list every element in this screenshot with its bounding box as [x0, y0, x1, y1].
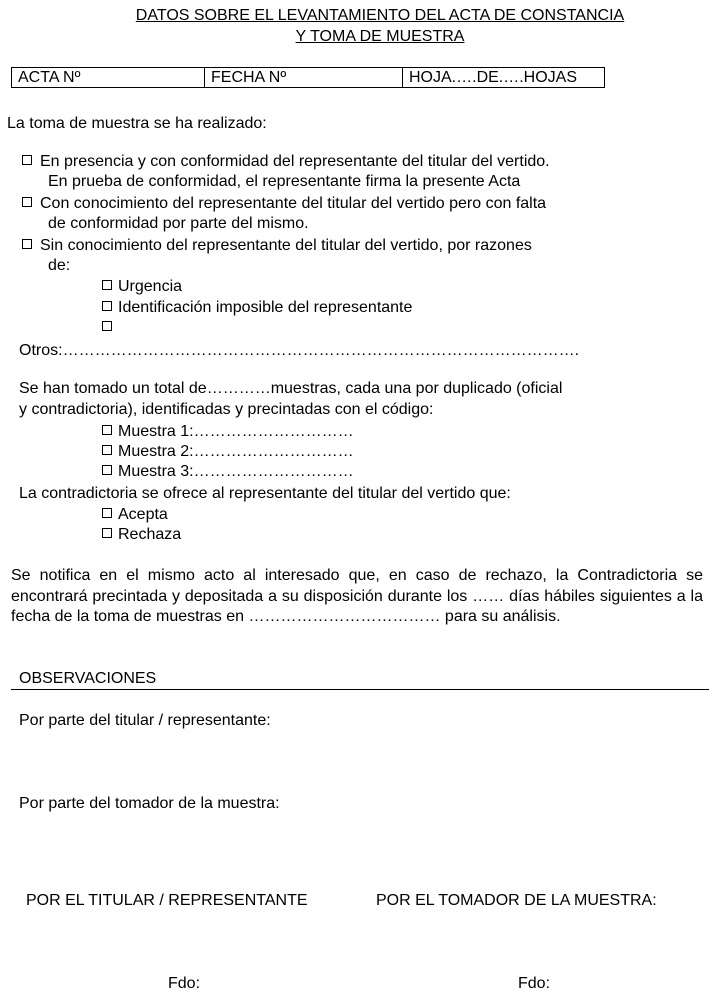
reason-other-checkbox[interactable] [102, 321, 112, 331]
intro-text: La toma de muestra se ha realizado: [7, 115, 267, 132]
reason-urgencia-checkbox[interactable] [102, 280, 112, 290]
observaciones-heading: OBSERVACIONES [19, 670, 157, 687]
signature-tomador-label: POR EL TOMADOR DE LA MUESTRA: [376, 892, 657, 909]
rechaza-label: Rechaza [118, 526, 182, 543]
option-knowledge-label: Con conocimiento del representante del titular del vertido pero con falta [40, 195, 547, 212]
sample-2 [102, 442, 354, 462]
sample-2-checkbox[interactable] [102, 445, 112, 455]
notice-paragraph: Se notifica en el mismo acto al interesado que, en caso de rechazo, la Contradictoria se encontrará precintada y depositada a su disposición durante los …… días hábiles siguientes a la fecha de la toma de muestras en ……………………………… para su análisis. [11, 567, 703, 625]
sample-1-checkbox[interactable] [102, 425, 112, 435]
samples-text-line1: Se han tomado un total de…………muestras, cada una por duplicado (oficial [19, 380, 563, 397]
option-without-knowledge [22, 236, 532, 256]
reason-identificacion-label: Identificación imposible del representante [118, 299, 413, 316]
reason-urgencia [102, 277, 182, 297]
signature-tomador-fdo[interactable]: Fdo: [518, 975, 551, 992]
acepta-checkbox[interactable] [102, 508, 112, 518]
header-table [11, 67, 605, 88]
signature-titular-label: POR EL TITULAR / REPRESENTANTE [26, 892, 308, 909]
signature-titular-fdo[interactable]: Fdo: [168, 975, 201, 992]
hoja-cell: HOJA.….DE.….HOJAS [409, 69, 578, 86]
option-without-knowledge-label: Sin conocimiento del representante del titular del vertido, por razones [40, 237, 532, 254]
reason-identificacion [102, 298, 412, 318]
rechaza-checkbox[interactable] [102, 528, 112, 538]
observaciones-divider [11, 689, 709, 690]
option-presence-label: En presencia y con conformidad del representante del titular del vertido. [40, 153, 550, 170]
option-without-knowledge-checkbox[interactable] [22, 239, 32, 249]
fecha-cell: FECHA Nº [205, 68, 403, 87]
acta-number-cell: ACTA Nº [12, 68, 205, 87]
option-presence [22, 152, 550, 172]
option-knowledge [22, 194, 546, 214]
samples-text-line2: y contradictoria), identificadas y precintadas con el código: [19, 401, 434, 418]
sample-3-label: Muestra 3:………………………… [118, 463, 354, 480]
option-knowledge-line2: de conformidad por parte del mismo. [48, 215, 309, 232]
sample-1 [102, 422, 354, 442]
sample-2-label: Muestra 2:………………………… [118, 443, 354, 460]
contradictoria-text: La contradictoria se ofrece al representante del titular del vertido que: [19, 485, 511, 502]
contradictoria-acepta [102, 505, 168, 525]
contradictoria-rechaza [102, 525, 181, 545]
sample-3-checkbox[interactable] [102, 465, 112, 475]
reason-urgencia-label: Urgencia [118, 278, 183, 295]
observaciones-tomador-label: Por parte del tomador de la muestra: [19, 795, 280, 812]
document-title-line2: Y TOMA DE MUESTRA [295, 28, 465, 45]
sample-1-label: Muestra 1:………………………… [118, 423, 354, 440]
option-presence-checkbox[interactable] [22, 155, 32, 165]
option-knowledge-checkbox[interactable] [22, 197, 32, 207]
option-presence-line2: En prueba de conformidad, el representante firma la presente Acta [48, 173, 521, 190]
acepta-label: Acepta [118, 506, 168, 523]
document-title-line1: DATOS SOBRE EL LEVANTAMIENTO DEL ACTA DE CONSTANCIA [135, 7, 625, 24]
sample-3 [102, 462, 354, 482]
option-without-knowledge-line2: de: [48, 257, 71, 274]
otros-field[interactable]: Otros:……………………………………………………………………………………. [19, 342, 580, 359]
reason-identificacion-checkbox[interactable] [102, 301, 112, 311]
observaciones-titular-label: Por parte del titular / representante: [19, 712, 271, 729]
reason-other [102, 318, 118, 338]
